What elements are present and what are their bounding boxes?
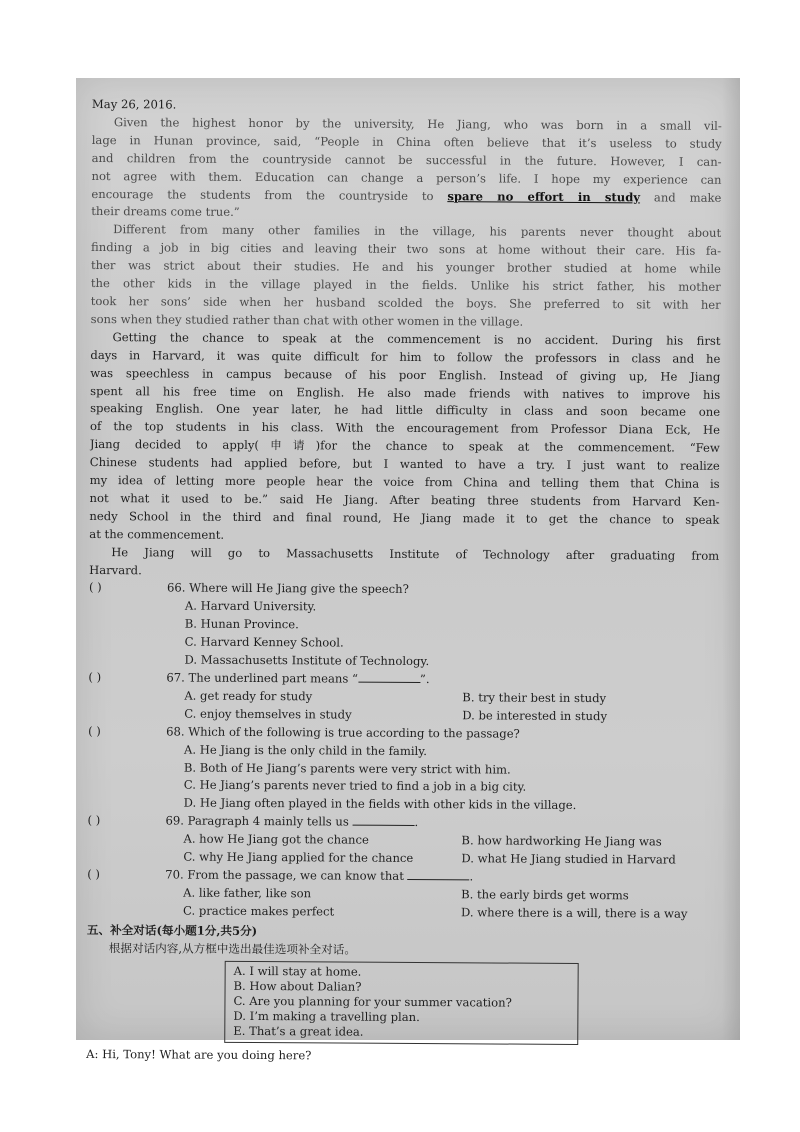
text-line: lage in Hunan province, said, “People in China often believe that it’s useless to study: [91, 132, 722, 151]
question-stem: [165, 866, 473, 886]
question-67: [88, 669, 718, 727]
answer-blank[interactable]: ( ): [88, 669, 102, 685]
paragraph-2: [91, 221, 722, 332]
text-line: my idea of letting more people hear the voice from China and telling them that China is: [89, 473, 720, 491]
option-c: C. why He Jiang applied for the chance: [183, 849, 414, 866]
underlined-phrase: spare no effort in study: [447, 188, 641, 204]
text-line: was speechless in campus because of his poor English. Instead of giving up, He Jiang: [90, 365, 721, 384]
option-b: B. Both of He Jiang’s parents were very strict with him.: [183, 760, 511, 777]
answer-blank[interactable]: ( ): [87, 813, 101, 828]
paragraph-1: [91, 114, 722, 225]
dialog-line: A: Hi, Tony! What are you doing here?: [86, 1046, 312, 1062]
stem-text: 67. The underlined part means “: [166, 670, 358, 686]
section-instruction: 根据对话内容,从方框中选出最佳选项补全对话。: [108, 940, 356, 957]
text-line: nedy School in the third and final round, He Jiang made it to get the chance to speak: [89, 508, 720, 527]
option-b: B. how hardworking He Jiang was: [461, 833, 662, 849]
option-a: A. get ready for study: [184, 688, 313, 704]
option-a: A. like father, like son: [183, 885, 312, 901]
question-69: [87, 812, 717, 870]
answer-blank[interactable]: ( ): [88, 723, 101, 738]
text-line: ther was strict about their studies. He and his younger brother studied at home while: [90, 258, 721, 277]
option-d: D. be interested in study: [462, 708, 608, 723]
option-d: D. what He Jiang studied in Harvard: [461, 851, 676, 867]
option-c: C. enjoy themselves in study: [184, 706, 352, 722]
text-line: not what it used to be.” said He Jiang. After beating three students from Harvard Ken-: [89, 490, 720, 509]
box-option: B. How about Dalian?: [233, 978, 362, 994]
question-stem: [166, 669, 429, 689]
box-option: D. I’m making a travelling plan.: [233, 1008, 420, 1024]
text-segment: encourage the students from the countryside to: [91, 186, 434, 203]
fill-blank: [408, 868, 470, 880]
option-a: A. Harvard University.: [184, 598, 317, 614]
option-a: A. He Jiang is the only child in the family.: [183, 742, 428, 758]
text-line: at the commencement.: [89, 526, 225, 542]
answer-blank[interactable]: ( ): [87, 866, 101, 882]
fill-blank: [358, 671, 420, 683]
section-dialogue: [86, 922, 717, 1068]
answer-blank[interactable]: ( ): [88, 580, 102, 595]
paragraph-4: [89, 544, 719, 584]
stem-text: 70. From the passage, we can know that: [165, 867, 404, 883]
options-box: [224, 960, 578, 1044]
option-b: B. Hunan Province.: [184, 616, 299, 632]
text-line: of the top students in his class. With the encouragement from Professor Diana Eck, He: [89, 419, 721, 438]
text-line: Given the highest honor by the university, He Jiang, who was born in a small vil-: [113, 115, 722, 133]
box-option: C. Are you planning for your summer vacation?: [233, 993, 512, 1010]
question-stem: 66. Where will He Jiang give the speech?: [166, 580, 409, 597]
text-line: not agree with them. Education can change a person’s life. I hope my experience can: [91, 168, 722, 187]
box-option: E. That’s a great idea.: [233, 1023, 364, 1039]
text-line: He Jiang will go to Massachusetts Institute of Technology after graduating from: [111, 544, 720, 563]
question-70: [87, 866, 717, 924]
fill-blank: [353, 814, 415, 826]
option-d: D. Massachusetts Institute of Technology.: [184, 652, 430, 669]
question-68: [88, 723, 719, 816]
page-edge-shadow: [722, 78, 740, 1040]
option-c: C. Harvard Kenney School.: [184, 634, 344, 650]
stem-text: ”.: [419, 672, 430, 687]
text-line: days in Harvard, it was quite difficult for him to follow the professors in class and he: [90, 347, 721, 366]
option-b: B. try their best in study: [462, 690, 607, 706]
text-line: the other kids in the village played in the fields. Unlike his strict father, his mother: [90, 276, 721, 294]
paragraph-3: [89, 329, 720, 548]
stem-text: .: [414, 815, 419, 830]
text-line: and children from the countryside cannot be successful in the future. However, I can-: [91, 150, 722, 169]
text-line: took her sons’ side when her husband scolded the boys. She preferred to sit with her: [90, 293, 721, 312]
passage-date: May 26, 2016.: [91, 96, 177, 112]
text-line: finding a job in big cities and leaving their two sons at home without their care. His fa-: [91, 240, 722, 259]
text-line: Harvard.: [89, 562, 142, 577]
text-line: sons when they studied rather than chat with other women in the village.: [90, 311, 524, 329]
reading-passage: [86, 96, 722, 1067]
stem-text: .: [469, 869, 474, 884]
text-line: Getting the chance to speak at the commencement is no accident. During his first: [112, 329, 721, 348]
option-b: B. the early birds get worms: [461, 887, 629, 903]
question-stem: 68. Which of the following is true according to the passage?: [166, 724, 520, 741]
option-c: C. He Jiang’s parents never tried to find a job in a big city.: [183, 778, 527, 795]
text-line: spent all his free time on English. He also made friends with natives to improve his: [90, 383, 721, 402]
question-66: [88, 579, 719, 672]
text-line: Jiang decided to apply(申请)for the chance to speak at the commencement. “Few: [89, 437, 720, 456]
stem-text: 69. Paragraph 4 mainly tells us: [165, 813, 349, 829]
section-title: 五、补全对话(每小题1分,共5分): [86, 922, 258, 938]
option-d: D. where there is a will, there is a way: [460, 905, 688, 921]
option-a: A. how He Jiang got the chance: [183, 831, 369, 847]
text-segment: and make: [653, 189, 722, 205]
text-line: Different from many other families in the village, his parents never thought about: [113, 222, 722, 241]
box-option: A. I will stay at home.: [233, 963, 362, 979]
text-line: speaking English. One year later, he had little difficulty in class and soon became one: [90, 401, 721, 420]
exam-page: [76, 78, 740, 1062]
option-c: C. practice makes perfect: [182, 903, 335, 919]
text-line: Chinese students had applied before, but I wanted to have a try. I just want to realize: [89, 455, 720, 473]
question-stem: [166, 813, 419, 832]
text-line: their dreams come true.”: [91, 204, 240, 220]
option-d: D. He Jiang often played in the fields with other kids in the village.: [183, 795, 577, 813]
